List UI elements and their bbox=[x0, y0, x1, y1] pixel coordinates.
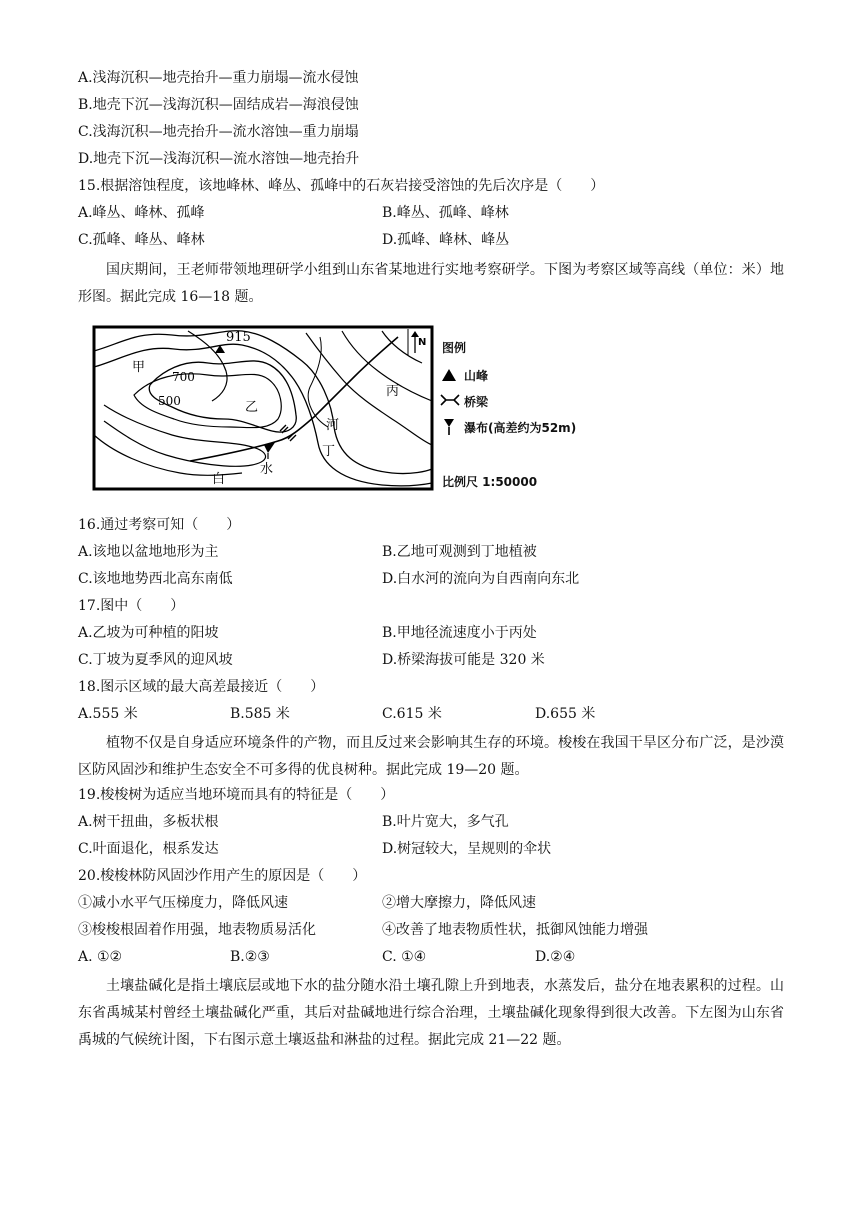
q19-option-b: B.叶片宽大，多气孔 bbox=[382, 814, 509, 830]
q14-option-d: D.地壳下沉—浅海沉积—流水溶蚀—地壳抬升 bbox=[78, 151, 360, 167]
q14-option-a: A.浅海沉积—地壳抬升—重力崩塌—流水侵蚀 bbox=[78, 70, 359, 86]
q17-option-c: C.丁坡为夏季风的迎风坡 bbox=[78, 652, 233, 668]
contour-map bbox=[92, 323, 436, 493]
intro-21-22: 土壤盐碱化是指土壤底层或地下水的盐分随水沿土壤孔隙上升到地表，水蒸发后，盐分在地表累积的过程。山东省禹城某村曾经土壤盐碱化严重，其后对盐碱地进行综合治理，土壤盐碱化现象得到很大改善。下左图为山东省禹城的气候统计图，下右图示意土壤返盐和淋盐的过程。据此完成 21—22 题。 bbox=[78, 978, 784, 1048]
waterfall-icon bbox=[442, 417, 456, 435]
q15-option-a: A.峰丛、峰林、孤峰 bbox=[78, 205, 205, 221]
bridge-icon bbox=[440, 393, 460, 407]
legend-scale: 比例尺 1:50000 bbox=[442, 475, 538, 489]
q20-stem: 20.梭梭林防风固沙作用产生的原因是（ ） bbox=[78, 868, 367, 884]
q15-option-c: C.孤峰、峰丛、峰林 bbox=[78, 232, 205, 248]
intro-16-18: 国庆期间，王老师带领地理研学小组到山东省某地进行实地考察研学。下图为考察区域等高线（单位：米）地形图。据此完成 16—18 题。 bbox=[78, 262, 784, 305]
q16-option-a: A.该地以盆地地形为主 bbox=[78, 544, 219, 560]
q19-option-c: C.叶面退化，根系发达 bbox=[78, 841, 219, 857]
q20-option-a: A. ①② bbox=[78, 949, 123, 965]
peak-icon bbox=[442, 369, 456, 381]
q17-option-a: A.乙坡为可种植的阳坡 bbox=[78, 625, 219, 641]
legend-waterfall: 瀑布(高差约为52m) bbox=[464, 421, 577, 435]
contour-line bbox=[134, 374, 281, 428]
q15-stem: 15.根据溶蚀程度，该地峰林、峰丛、孤峰中的石灰岩接受溶蚀的先后次序是（ ） bbox=[78, 178, 605, 194]
q18-option-a: A.555 米 bbox=[78, 706, 138, 722]
q20-statement-2: ②增大摩擦力，降低风速 bbox=[382, 895, 536, 911]
place-label-bing: 丙 bbox=[386, 384, 400, 399]
q15-option-d: D.孤峰、峰林、峰丛 bbox=[382, 232, 510, 248]
q16-option-b: B.乙地可观测到丁地植被 bbox=[382, 544, 537, 560]
river-label-bai: 白 bbox=[212, 472, 226, 487]
bridge-symbol bbox=[280, 425, 296, 441]
q17-option-d: D.桥梁海拔可能是 320 米 bbox=[382, 652, 545, 668]
q19-option-d: D.树冠较大，呈规则的伞状 bbox=[382, 841, 552, 857]
q19-stem: 19.梭梭树为适应当地环境而具有的特征是（ ） bbox=[78, 787, 395, 803]
contour-line bbox=[306, 333, 432, 445]
q14-option-b: B.地壳下沉—浅海沉积—固结成岩—海浪侵蚀 bbox=[78, 97, 359, 113]
contour-label-700: 700 bbox=[172, 370, 195, 384]
q16-option-d: D.白水河的流向为自西南向东北 bbox=[382, 571, 580, 587]
q15-option-b: B.峰丛、孤峰、峰林 bbox=[382, 205, 509, 221]
q20-statement-4: ④改善了地表物质性状，抵御风蚀能力增强 bbox=[382, 922, 648, 938]
q20-statement-3: ③梭梭根固着作用强，地表物质易活化 bbox=[78, 922, 316, 938]
q16-option-c: C.该地地势西北高东南低 bbox=[78, 571, 233, 587]
q20-option-d: D.②④ bbox=[535, 949, 576, 965]
peak-elevation-label: 915 bbox=[226, 330, 251, 345]
contour-line bbox=[188, 331, 227, 401]
place-label-jia: 甲 bbox=[132, 360, 146, 375]
river-label-shui: 水 bbox=[260, 462, 274, 477]
q18-option-b: B.585 米 bbox=[230, 706, 290, 722]
legend-bridge: 桥梁 bbox=[464, 395, 489, 409]
place-label-yi: 乙 bbox=[245, 400, 259, 415]
q17-option-b: B.甲地径流速度小于丙处 bbox=[382, 625, 537, 641]
q16-stem: 16.通过考察可知（ ） bbox=[78, 517, 241, 533]
intro-19-20: 植物不仅是自身适应环境条件的产物，而且反过来会影响其生存的环境。梭梭在我国干旱区分布广泛，是沙漠区防风固沙和维护生态安全不可多得的优良树种。据此完成 19—20 题。 bbox=[78, 735, 784, 778]
q18-stem: 18.图示区域的最大高差最接近（ ） bbox=[78, 679, 325, 695]
map-legend bbox=[440, 323, 610, 493]
q17-stem: 17.图中（ ） bbox=[78, 598, 185, 614]
legend-title: 图例 bbox=[442, 341, 467, 355]
q18-option-c: C.615 米 bbox=[382, 706, 442, 722]
q18-option-d: D.655 米 bbox=[535, 706, 596, 722]
q19-option-a: A.树干扭曲，多板状根 bbox=[78, 814, 219, 830]
place-label-ding: 丁 bbox=[322, 444, 336, 459]
river-label-he: 河 bbox=[326, 418, 340, 433]
q20-option-b: B.②③ bbox=[230, 949, 270, 965]
legend-peak: 山峰 bbox=[464, 369, 489, 383]
north-label: N bbox=[418, 337, 427, 348]
contour-label-500: 500 bbox=[158, 394, 181, 408]
q20-statement-1: ①减小水平气压梯度力，降低风速 bbox=[78, 895, 288, 911]
q20-option-c: C. ①④ bbox=[382, 949, 427, 965]
q14-option-c: C.浅海沉积—地壳抬升—流水溶蚀—重力崩塌 bbox=[78, 124, 359, 140]
